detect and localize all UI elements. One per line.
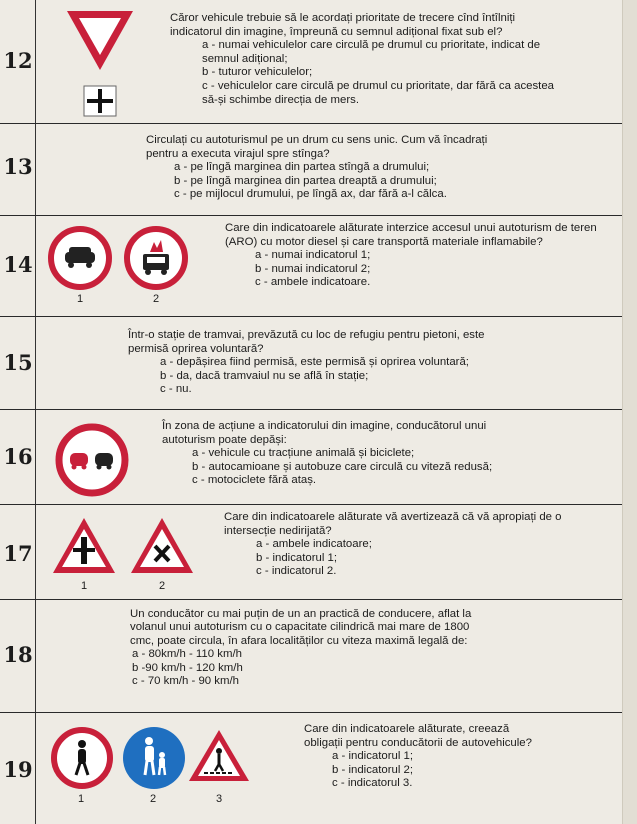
question-text: Un conducător cu mai puțin de un an practică de conducere, aflat la volanul unui autoturism cu o capacitate cilindrică mai mare de 1800 cmc, poate circula, în afara localităților cu viteza maximă legală de: — [130, 608, 472, 647]
option-a: a - depășirea fiind permisă, este permisă și oprirea voluntară; — [160, 356, 469, 369]
question-text: Într-o stație de tramvai, prevăzută cu loc de refugiu pentru pietoni, este permisă oprirea voluntară? — [128, 329, 485, 355]
yield-sign-with-priority-panel-icon — [64, 8, 136, 118]
question-text: Căror vehicule trebuie să le acordați prioritate de trecere cînd întîlniți indicatorul din imagine, împreună cu semnul adițional fixat sub el? — [170, 12, 516, 38]
question-row-16 — [0, 410, 622, 505]
option-b: b - pe lîngă marginea din partea dreaptă a drumului; — [174, 174, 437, 187]
pedestrian-path-sign-icon — [121, 725, 187, 791]
question-text: Circulați cu autoturismul pe un drum cu sens unic. Cum vă încadrați pentru a executa virajul spre stînga? — [146, 134, 488, 160]
priority-road-crossing-warning-sign-icon — [50, 515, 118, 577]
option-b: b - numai indicatorul 2; — [255, 262, 371, 275]
question-text-block — [146, 134, 496, 202]
question-number: 16 — [3, 444, 33, 469]
sign-label-2: 2 — [150, 793, 157, 805]
sign-label-1: 1 — [81, 580, 88, 592]
option-c: c - nu. — [160, 383, 192, 396]
pedestrian-crossing-warning-sign-icon — [186, 727, 252, 785]
question-row-17 — [0, 505, 622, 600]
question-text-block — [162, 420, 522, 488]
sign-label-1: 1 — [78, 793, 85, 805]
option-c: c - indicatorul 2. — [256, 565, 337, 578]
question-text-block — [224, 511, 596, 579]
question-text: În zona de acțiune a indicatorului din imagine, conducătorul unui autoturism poate depăși: — [162, 420, 487, 446]
question-number: 19 — [3, 757, 33, 782]
option-c: c - pe mijlocul drumului, pe lîngă ax, dar fără a-l călca. — [174, 188, 447, 201]
question-row-13 — [0, 124, 622, 216]
option-a: a - ambele indicatoare; — [256, 538, 372, 551]
question-number: 17 — [3, 541, 33, 566]
option-c: c - ambele indicatoare. — [255, 276, 371, 289]
option-c: c - indicatorul 3. — [332, 777, 413, 790]
option-a: a - numai vehiculelor care circulă pe drumul cu prioritate, indicat de semnul adițional; — [202, 39, 541, 65]
question-text-block — [225, 222, 597, 290]
no-pedestrians-sign-icon — [51, 727, 113, 789]
option-a: a - vehicule cu tracțiune animală și biciclete; — [192, 447, 415, 460]
question-row-19 — [0, 713, 622, 824]
question-number: 15 — [3, 350, 33, 375]
page-edge — [622, 0, 637, 824]
option-a: a - pe lîngă marginea din partea stîngă a drumului; — [174, 161, 430, 174]
option-b: b -90 km/h - 120 km/h — [132, 661, 243, 674]
sign-label-2: 2 — [159, 580, 166, 592]
question-row-18 — [0, 600, 622, 713]
option-b: b - indicatorul 1; — [256, 551, 338, 564]
option-b: b - indicatorul 2; — [332, 763, 414, 776]
no-overtaking-sign-icon — [55, 423, 129, 497]
question-number: 13 — [3, 154, 33, 179]
intersection-warning-sign-icon — [128, 515, 196, 577]
question-row-15 — [0, 317, 622, 410]
option-a: a - indicatorul 1; — [332, 750, 414, 763]
sign-label-3: 3 — [216, 793, 223, 805]
question-row-14 — [0, 216, 622, 317]
question-text-block — [304, 723, 544, 791]
no-motor-vehicles-sign-icon — [48, 226, 112, 290]
option-b: b - tuturor vehiculelor; — [202, 66, 313, 79]
question-number: 14 — [3, 252, 33, 277]
question-text: Care din indicatoarele alăturate interzice accesul unui autoturism de teren (ARO) cu motor diesel și care transportă materiale inflamabile? — [225, 222, 597, 248]
option-c: c - 70 km/h - 90 km/h — [132, 675, 239, 688]
option-b: b - da, dacă tramvaiul nu se află în stație; — [160, 369, 369, 382]
question-row-12 — [0, 0, 622, 124]
question-text: Care din indicatoarele alăturate vă avertizează că vă apropiați de o intersecție nedirijată? — [224, 511, 562, 537]
sign-label-2: 2 — [153, 293, 160, 305]
question-text-block — [130, 608, 478, 688]
question-text: Care din indicatoarele alăturate, creează obligații pentru conducătorii de autovehicule? — [304, 723, 532, 749]
sign-label-1: 1 — [77, 293, 84, 305]
question-number: 18 — [3, 642, 33, 667]
option-c: c - vehiculelor care circulă pe drumul cu prioritate, dar fără ca acestea să-și schimbe direcția de mers. — [202, 79, 555, 106]
option-b: b - autocamioane și autobuze care circulă cu viteză redusă; — [192, 460, 493, 473]
question-text-block — [128, 329, 508, 397]
no-dangerous-goods-vehicles-sign-icon — [124, 226, 188, 290]
question-text-block — [170, 12, 562, 107]
option-a: a - numai indicatorul 1; — [255, 249, 371, 262]
question-number: 12 — [3, 48, 33, 73]
option-c: c - motociclete fără ataș. — [192, 474, 317, 487]
option-a: a - 80km/h - 110 km/h — [132, 648, 242, 661]
